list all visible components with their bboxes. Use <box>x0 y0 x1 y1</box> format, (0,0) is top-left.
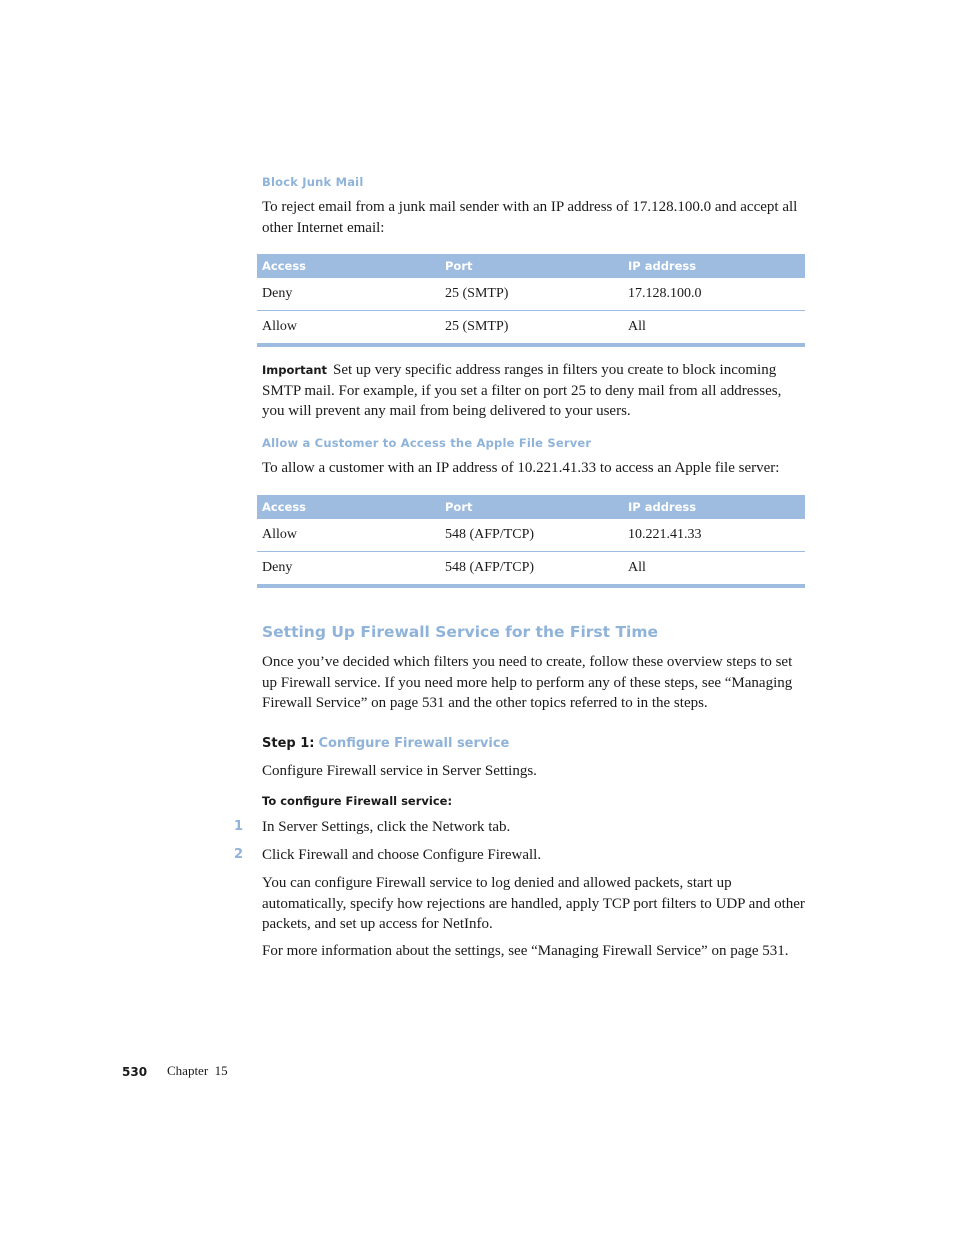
cell-port: 548 (AFP/TCP) <box>440 519 623 552</box>
step-instruction: In Server Settings, click the Network tab. <box>262 819 511 835</box>
cell-access: Deny <box>257 278 440 311</box>
important-text: Set up very specific address ranges in filters you create to block incoming SMTP mail. For example, if you set a filter on port 25 to deny mail from all addresses, you will prevent any mail from being delivered to your users. <box>262 362 782 419</box>
cell-port: 25 (SMTP) <box>440 311 623 346</box>
step-title-link[interactable]: Configure Firewall service <box>318 736 510 751</box>
table-header-row <box>257 495 805 519</box>
afp-filter-table <box>257 495 805 588</box>
cell-ip-address: All <box>623 552 805 587</box>
cell-ip-address: 17.128.100.0 <box>623 278 805 311</box>
table-row <box>257 311 805 346</box>
table-header-row <box>257 254 805 278</box>
important-label: Important <box>262 363 328 377</box>
setup-paragraph-1: You can configure Firewall service to log denied and allowed packets, start up automatically, specify how rejections are handled, apply TCP port filters to UDP and other packets, and set up access for NetInfo. <box>262 875 805 932</box>
column-header-ip-address: IP address <box>623 495 805 519</box>
chapter-label: Chapter 15 <box>167 1063 228 1078</box>
cell-access: Allow <box>257 311 440 346</box>
column-header-port: Port <box>440 254 623 278</box>
column-header-access: Access <box>257 495 440 519</box>
step-heading <box>262 734 509 752</box>
column-header-port: Port <box>440 495 623 519</box>
cell-ip-address: All <box>623 311 805 346</box>
step-label: Step 1: <box>262 736 315 751</box>
important-note <box>262 360 807 422</box>
cell-ip-address: 10.221.41.33 <box>623 519 805 552</box>
table-row <box>257 552 805 587</box>
step-number: 2 <box>234 847 244 862</box>
setup-intro: Once you’ve decided which filters you need to create, follow these overview steps to set up Firewall service. If you need more help to perform any of these steps, see “Managing Firewall Service” on page 531 and the other topics referred to in the steps. <box>262 654 793 711</box>
section-heading-allow-customer: Allow a Customer to Access the Apple File Server <box>262 436 592 450</box>
step-text: Configure Firewall service in Server Settings. <box>262 763 537 779</box>
section-heading-block-junk-mail: Block Junk Mail <box>262 175 364 189</box>
table-row <box>257 519 805 552</box>
junk-mail-filter-table <box>257 254 805 347</box>
setup-paragraph-2: For more information about the settings, see “Managing Firewall Service” on page 531. <box>262 943 789 959</box>
allow-customer-intro: To allow a customer with an IP address of 10.221.41.33 to access an Apple file server: <box>262 460 780 476</box>
procedure-title: To configure Firewall service: <box>262 794 453 808</box>
column-header-access: Access <box>257 254 440 278</box>
column-header-ip-address: IP address <box>623 254 805 278</box>
cell-access: Allow <box>257 519 440 552</box>
block-junk-mail-intro: To reject email from a junk mail sender with an IP address of 17.128.100.0 and accept all other Internet email: <box>262 199 798 236</box>
table-row <box>257 278 805 311</box>
page-number: 530 <box>122 1065 148 1079</box>
step-number: 1 <box>234 819 244 834</box>
cell-port: 548 (AFP/TCP) <box>440 552 623 587</box>
step-instruction: Click Firewall and choose Configure Firewall. <box>262 847 542 863</box>
section-heading-setup: Setting Up Firewall Service for the First Time <box>262 623 659 641</box>
cell-port: 25 (SMTP) <box>440 278 623 311</box>
cell-access: Deny <box>257 552 440 587</box>
